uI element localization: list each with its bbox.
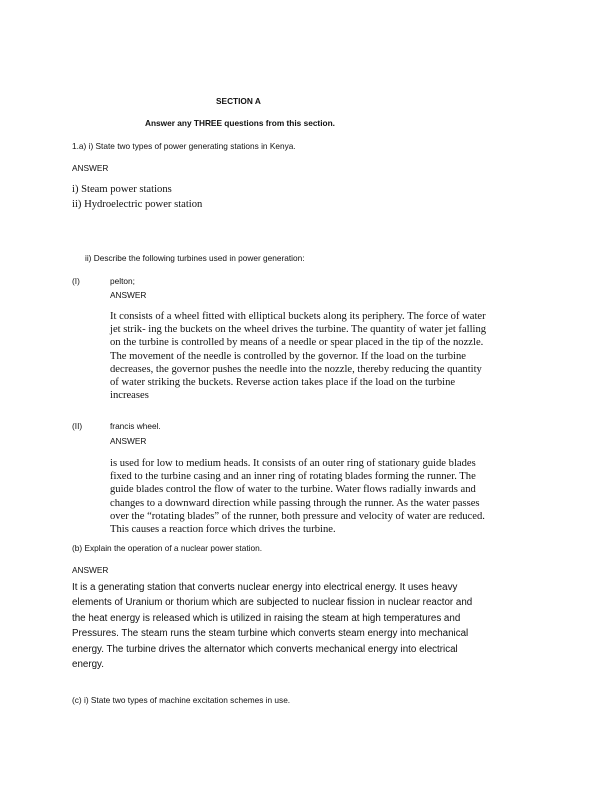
question-1b: (b) Explain the operation of a nuclear power station. [72,543,263,553]
text-line: The movement of the needle is controlled by the governor. If the load on the turbine [110,350,466,362]
text-line: fixed to the turbine casing and an inner ring of rotating blades forming the runner. The [110,471,476,483]
answer-label: ANSWER [110,436,147,446]
text-line: jet strik- ing the buckets on the wheel drives the turbine. The quantity of water jet falling [110,324,487,336]
text-line: is used for low to medium heads. It consists of an outer ring of stationary guide blades [110,458,476,469]
text-line: changes to a downward direction while passing through the runner. As the water passes [110,497,480,509]
text-line: This causes a reaction force which drives the turbine. [110,523,336,535]
item-marker: (II) [72,421,83,431]
text-line: on the turbine is controlled by means of a needle or spear placed in the tip of the nozzle. [110,337,484,349]
text-line: It is a generating station that converts nuclear energy into electrical energy. It uses heavy [72,582,458,593]
text-line: over the “rotating blades” of the runner, both pressure and velocity of water are reduced. [110,510,485,522]
pelton-answer [110,310,486,402]
answer-label: ANSWER [72,163,109,173]
item-title: francis wheel. [110,421,161,431]
text-line: elements of Uranium or thorium which are subjected to nuclear fission in nuclear reactor and [72,597,473,609]
text-line: of water striking the buckets. Reverse action takes place if the load on the turbine [110,376,456,388]
instruction: Answer any THREE questions from this section. [145,118,335,128]
text-line: energy. The turbine drives the alternator which converts mechanical energy into electrical [72,643,458,655]
item-title: pelton; [110,276,135,286]
francis-answer [110,457,485,536]
text-line: It consists of a wheel fitted with elliptical buckets along its periphery. The force of water [110,311,486,322]
question-1a-ii: ii) Describe the following turbines used in power generation: [85,253,305,263]
question-1c: (c) i) State two types of machine excitation schemes in use. [72,695,291,705]
nuclear-answer [72,580,472,672]
question-1a-i: 1.a) i) State two types of power generating stations in Kenya. [72,141,296,151]
item-marker: (I) [72,276,80,286]
section-title: SECTION A [216,96,261,106]
text-line: increases [110,390,149,402]
answer-label: ANSWER [72,565,109,575]
text-line: decreases, the governor pushes the needle into the nozzle, thereby reducing the quantity [110,363,482,375]
text-line: energy. [72,658,104,670]
text-line: guide blades control the flow of water to the turbine. Water flows radially inwards and [110,484,476,496]
answer-item: i) Steam power stations [72,184,172,195]
text-line: Pressures. The steam runs the steam turbine which converts steam energy into mechanical [72,628,469,640]
answer-item: ii) Hydroelectric power station [72,199,203,210]
text-line: the heat energy is released which is utilized in raising the steam at high temperatures and [72,612,461,624]
answer-label: ANSWER [110,290,147,300]
